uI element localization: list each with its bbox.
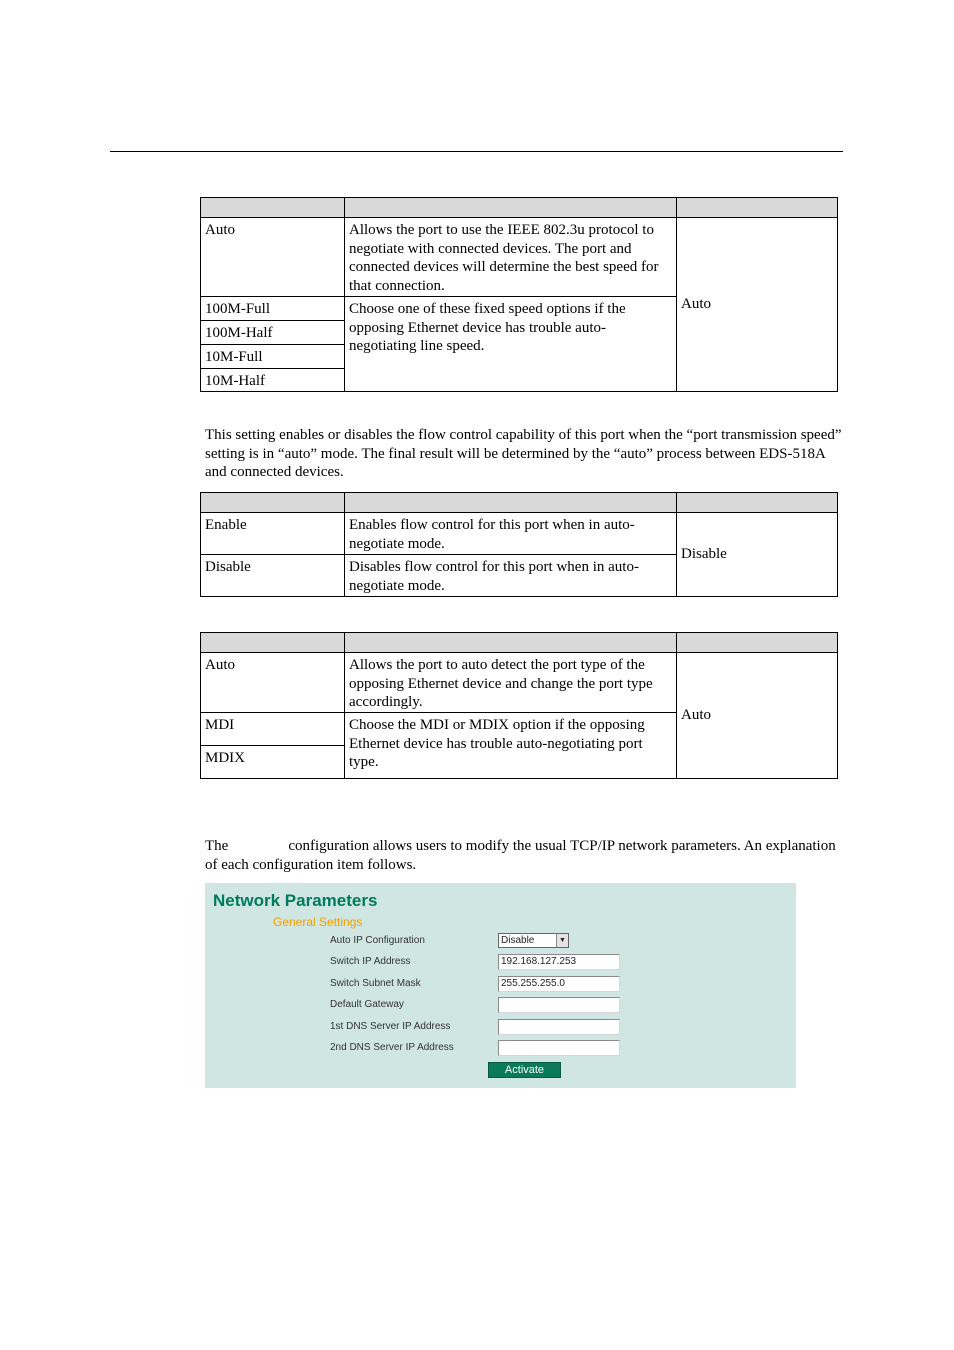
speed-settings-table xyxy=(200,197,838,392)
panel-title: Network Parameters xyxy=(213,891,378,910)
auto-ip-select[interactable] xyxy=(498,933,569,948)
table-header-row xyxy=(201,633,838,653)
table-row xyxy=(201,218,838,297)
default-gateway-label: Default Gateway xyxy=(330,999,404,1010)
chevron-down-icon[interactable]: ▼ xyxy=(556,934,568,947)
setting-cell: MDI xyxy=(201,713,345,746)
general-settings-heading: General Settings xyxy=(273,915,363,929)
setting-cell: Auto xyxy=(201,653,345,713)
setting-cell: 100M-Half xyxy=(201,321,345,345)
table-row xyxy=(201,513,838,555)
subnet-mask-input[interactable]: 255.255.255.0 xyxy=(498,976,620,992)
default-gateway-input[interactable] xyxy=(498,997,620,1013)
auto-ip-row xyxy=(330,933,750,950)
dns2-input[interactable] xyxy=(498,1040,620,1056)
factory-default-cell: Auto xyxy=(677,218,838,392)
subnet-mask-row xyxy=(330,976,750,993)
setting-cell: 10M-Half xyxy=(201,369,345,392)
switch-ip-input[interactable]: 192.168.127.253 xyxy=(498,954,620,970)
mdi-mdix-table xyxy=(200,632,838,779)
table-header-row xyxy=(201,493,838,513)
dns1-row xyxy=(330,1019,750,1036)
setting-cell: Disable xyxy=(201,555,345,597)
dns1-label: 1st DNS Server IP Address xyxy=(330,1021,451,1032)
subnet-mask-label: Switch Subnet Mask xyxy=(330,978,421,989)
setting-cell: Enable xyxy=(201,513,345,555)
network-parameters-panel xyxy=(205,883,796,1088)
factory-default-cell: Auto xyxy=(677,653,838,779)
dns2-row xyxy=(330,1040,750,1057)
activate-button[interactable]: Activate xyxy=(488,1062,561,1078)
factory-default-cell: Disable xyxy=(677,513,838,597)
flow-control-paragraph: This setting enables or disables the flow control capability of this port when the “port transmission speed” setting is in “auto” mode. The final result will be determined by the “auto” process between EDS-518A and connected devices. xyxy=(205,427,842,480)
auto-ip-label: Auto IP Configuration xyxy=(330,935,425,946)
switch-ip-row xyxy=(330,954,750,971)
flow-control-table xyxy=(200,492,838,597)
setting-cell: MDIX xyxy=(201,746,345,779)
auto-ip-select-value: Disable xyxy=(501,935,535,946)
default-gateway-row xyxy=(330,997,750,1014)
setting-cell: 100M-Full xyxy=(201,297,345,321)
dns1-input[interactable] xyxy=(498,1019,620,1035)
description-cell: Enables flow control for this port when in auto-negotiate mode. xyxy=(345,513,677,555)
description-cell: Choose one of these fixed speed options if the opposing Ethernet device has trouble auto-negotiating line speed. xyxy=(345,297,677,392)
description-cell: Allows the port to use the IEEE 802.3u protocol to negotiate with connected devices. The port and connected devices will determine the best speed for that connection. xyxy=(345,218,677,297)
description-cell: Choose the MDI or MDIX option if the opposing Ethernet device has trouble auto-negotiating port type. xyxy=(345,713,677,779)
setting-cell: Auto xyxy=(201,218,345,297)
description-cell: Allows the port to auto detect the port type of the opposing Ethernet device and change the port type accordingly. xyxy=(345,653,677,713)
header-rule xyxy=(110,151,843,152)
dns2-label: 2nd DNS Server IP Address xyxy=(330,1042,454,1053)
network-intro-paragraph: The configuration allows users to modify the usual TCP/IP network parameters. An explanation of each configuration item follows. xyxy=(205,838,840,873)
table-header-row xyxy=(201,198,838,218)
table-row xyxy=(201,653,838,713)
setting-cell: 10M-Full xyxy=(201,345,345,369)
description-cell: Disables flow control for this port when in auto-negotiate mode. xyxy=(345,555,677,597)
switch-ip-label: Switch IP Address xyxy=(330,956,411,967)
